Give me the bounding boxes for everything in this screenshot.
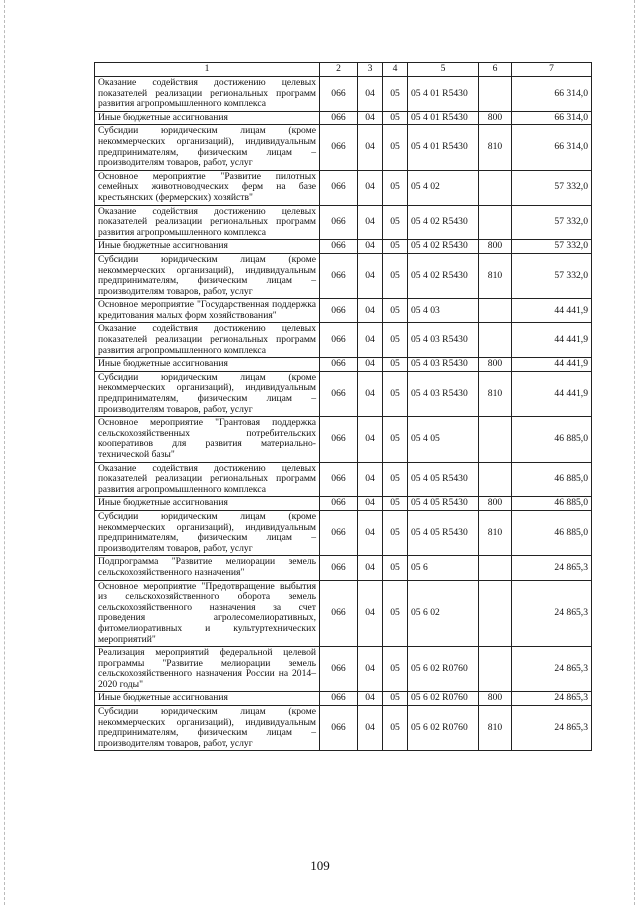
cell-pr: 05 [383, 462, 408, 497]
cell-sum: 57 332,0 [512, 240, 592, 254]
cell-pr: 05 [383, 497, 408, 511]
cell-gr: 066 [320, 323, 358, 358]
cell-csr: 05 4 01 R5430 [408, 77, 479, 112]
cell-vr: 800 [479, 692, 512, 706]
table-row [95, 77, 592, 112]
header-row [95, 63, 592, 77]
cell-vr: 810 [479, 706, 512, 751]
cell-name: Субсидии юридическим лицам (кроме некоммерческих организаций), индивидуальным предпринимателям, физическим лицам – производителям товаров, работ, услуг [95, 253, 320, 298]
cell-gr: 066 [320, 371, 358, 416]
cell-sum: 46 885,0 [512, 462, 592, 497]
table-row [95, 111, 592, 125]
cell-rz: 04 [358, 323, 383, 358]
cell-vr: 800 [479, 358, 512, 372]
cell-csr: 05 4 03 [408, 299, 479, 323]
cell-gr: 066 [320, 417, 358, 462]
cell-gr: 066 [320, 240, 358, 254]
cell-pr: 05 [383, 510, 408, 555]
table-row [95, 510, 592, 555]
cell-rz: 04 [358, 580, 383, 647]
cell-pr: 05 [383, 240, 408, 254]
cell-rz: 04 [358, 371, 383, 416]
cell-vr [479, 205, 512, 240]
cell-pr: 05 [383, 580, 408, 647]
cell-rz: 04 [358, 111, 383, 125]
cell-gr: 066 [320, 556, 358, 580]
cell-sum: 57 332,0 [512, 170, 592, 205]
cell-name: Реализация мероприятий федеральной целевой программы "Развитие мелиорации земель сельскохозяйственного назначения России на 2014–2020 годы" [95, 647, 320, 692]
table-row [95, 580, 592, 647]
cell-name: Подпрограмма "Развитие мелиорации земель сельскохозяйственного назначения" [95, 556, 320, 580]
cell-pr: 05 [383, 170, 408, 205]
cell-csr: 05 4 01 R5430 [408, 111, 479, 125]
cell-gr: 066 [320, 462, 358, 497]
cell-gr: 066 [320, 299, 358, 323]
cell-rz: 04 [358, 417, 383, 462]
cell-name: Субсидии юридическим лицам (кроме некоммерческих организаций), индивидуальным предпринимателям, физическим лицам – производителям товаров, работ, услуг [95, 371, 320, 416]
cell-name: Основное мероприятие "Развитие пилотных семейных животноводческих ферм на базе крестьянских (фермерских) хозяйств" [95, 170, 320, 205]
cell-name: Иные бюджетные ассигнования [95, 111, 320, 125]
cell-rz: 04 [358, 240, 383, 254]
table-row [95, 692, 592, 706]
cell-sum: 57 332,0 [512, 253, 592, 298]
table-row [95, 253, 592, 298]
page-number: 109 [310, 858, 330, 873]
cell-vr [479, 77, 512, 112]
cell-rz: 04 [358, 556, 383, 580]
cell-name: Оказание содействия достижению целевых показателей реализации региональных программ развития агропромышленного комплекса [95, 77, 320, 112]
cell-sum: 24 865,3 [512, 706, 592, 751]
header-col-5: 5 [408, 63, 479, 77]
cell-vr [479, 647, 512, 692]
cell-gr: 066 [320, 358, 358, 372]
cell-gr: 066 [320, 77, 358, 112]
cell-vr [479, 170, 512, 205]
table-row [95, 125, 592, 170]
cell-vr [479, 299, 512, 323]
cell-vr: 800 [479, 111, 512, 125]
cell-pr: 05 [383, 556, 408, 580]
cell-pr: 05 [383, 371, 408, 416]
cell-gr: 066 [320, 111, 358, 125]
cell-vr: 810 [479, 125, 512, 170]
cell-csr: 05 4 02 R5430 [408, 240, 479, 254]
cell-vr [479, 462, 512, 497]
cell-csr: 05 6 02 R0760 [408, 692, 479, 706]
cell-gr: 066 [320, 692, 358, 706]
table-row [95, 556, 592, 580]
cell-rz: 04 [358, 358, 383, 372]
cell-name: Субсидии юридическим лицам (кроме некоммерческих организаций), индивидуальным предпринимателям, физическим лицам – производителям товаров, работ, услуг [95, 125, 320, 170]
cell-name: Иные бюджетные ассигнования [95, 358, 320, 372]
cell-rz: 04 [358, 299, 383, 323]
cell-sum: 46 885,0 [512, 417, 592, 462]
cell-sum: 24 865,3 [512, 692, 592, 706]
cell-csr: 05 6 02 R0760 [408, 647, 479, 692]
cell-sum: 57 332,0 [512, 205, 592, 240]
cell-gr: 066 [320, 205, 358, 240]
table-row [95, 497, 592, 511]
cell-csr: 05 4 02 R5430 [408, 253, 479, 298]
cell-sum: 24 865,3 [512, 556, 592, 580]
cell-name: Оказание содействия достижению целевых показателей реализации региональных программ развития агропромышленного комплекса [95, 323, 320, 358]
cell-pr: 05 [383, 205, 408, 240]
cell-pr: 05 [383, 358, 408, 372]
cell-gr: 066 [320, 170, 358, 205]
cell-rz: 04 [358, 497, 383, 511]
cell-pr: 05 [383, 692, 408, 706]
header-col-7: 7 [512, 63, 592, 77]
cell-csr: 05 6 02 [408, 580, 479, 647]
cell-name: Иные бюджетные ассигнования [95, 240, 320, 254]
cell-name: Оказание содействия достижению целевых показателей реализации региональных программ развития агропромышленного комплекса [95, 205, 320, 240]
cell-csr: 05 4 05 R5430 [408, 462, 479, 497]
cell-csr: 05 4 02 R5430 [408, 205, 479, 240]
cell-pr: 05 [383, 125, 408, 170]
cell-rz: 04 [358, 510, 383, 555]
cell-sum: 44 441,9 [512, 358, 592, 372]
cell-name: Субсидии юридическим лицам (кроме некоммерческих организаций), индивидуальным предпринимателям, физическим лицам – производителям товаров, работ, услуг [95, 510, 320, 555]
header-col-3: 3 [358, 63, 383, 77]
cell-gr: 066 [320, 580, 358, 647]
cell-vr: 800 [479, 240, 512, 254]
header-col-2: 2 [320, 63, 358, 77]
cell-sum: 24 865,3 [512, 580, 592, 647]
cell-gr: 066 [320, 253, 358, 298]
cell-csr: 05 6 02 R0760 [408, 706, 479, 751]
table-row [95, 462, 592, 497]
cell-rz: 04 [358, 706, 383, 751]
cell-rz: 04 [358, 77, 383, 112]
cell-rz: 04 [358, 692, 383, 706]
cell-name: Основное мероприятие "Государственная поддержка кредитования малых форм хозяйствования" [95, 299, 320, 323]
cell-pr: 05 [383, 417, 408, 462]
cell-vr: 800 [479, 497, 512, 511]
cell-pr: 05 [383, 323, 408, 358]
cell-sum: 24 865,3 [512, 647, 592, 692]
cell-name: Основное мероприятие "Предотвращение выбытия из сельскохозяйственного оборота земель сельскохозяйственного назначения за счет проведения агролесомелиоративных, фитомелиоративных и культуртехнических мероприятий" [95, 580, 320, 647]
cell-rz: 04 [358, 253, 383, 298]
cell-gr: 066 [320, 125, 358, 170]
cell-pr: 05 [383, 253, 408, 298]
cell-sum: 46 885,0 [512, 510, 592, 555]
cell-csr: 05 4 03 R5430 [408, 371, 479, 416]
page-edge-right [634, 0, 636, 905]
table-row [95, 170, 592, 205]
cell-name: Оказание содействия достижению целевых показателей реализации региональных программ развития агропромышленного комплекса [95, 462, 320, 497]
header-col-6: 6 [479, 63, 512, 77]
cell-sum: 44 441,9 [512, 371, 592, 416]
table-row [95, 323, 592, 358]
cell-pr: 05 [383, 111, 408, 125]
cell-name: Основное мероприятие "Грантовая поддержка сельскохозяйственных потребительских кооперативов для развития материально-технической базы" [95, 417, 320, 462]
cell-gr: 066 [320, 497, 358, 511]
cell-csr: 05 4 05 [408, 417, 479, 462]
cell-pr: 05 [383, 706, 408, 751]
cell-rz: 04 [358, 125, 383, 170]
table-row [95, 240, 592, 254]
cell-csr: 05 4 03 R5430 [408, 323, 479, 358]
cell-gr: 066 [320, 510, 358, 555]
cell-vr [479, 323, 512, 358]
budget-table [94, 62, 592, 751]
cell-sum: 66 314,0 [512, 77, 592, 112]
cell-pr: 05 [383, 647, 408, 692]
header-col-1: 1 [95, 63, 320, 77]
table-row [95, 358, 592, 372]
cell-vr: 810 [479, 371, 512, 416]
table-row [95, 706, 592, 751]
cell-rz: 04 [358, 170, 383, 205]
cell-sum: 46 885,0 [512, 497, 592, 511]
cell-name: Иные бюджетные ассигнования [95, 497, 320, 511]
cell-sum: 66 314,0 [512, 111, 592, 125]
table-row [95, 205, 592, 240]
cell-sum: 66 314,0 [512, 125, 592, 170]
cell-csr: 05 4 05 R5430 [408, 497, 479, 511]
cell-vr [479, 580, 512, 647]
cell-rz: 04 [358, 462, 383, 497]
cell-csr: 05 6 [408, 556, 479, 580]
cell-name: Иные бюджетные ассигнования [95, 692, 320, 706]
cell-csr: 05 4 02 [408, 170, 479, 205]
cell-vr [479, 556, 512, 580]
cell-gr: 066 [320, 647, 358, 692]
cell-vr: 810 [479, 510, 512, 555]
cell-sum: 44 441,9 [512, 323, 592, 358]
cell-rz: 04 [358, 647, 383, 692]
table-row [95, 647, 592, 692]
cell-gr: 066 [320, 706, 358, 751]
page-edge-left [4, 0, 6, 905]
cell-name: Субсидии юридическим лицам (кроме некоммерческих организаций), индивидуальным предпринимателям, физическим лицам – производителям товаров, работ, услуг [95, 706, 320, 751]
table-row [95, 371, 592, 416]
cell-csr: 05 4 05 R5430 [408, 510, 479, 555]
cell-pr: 05 [383, 299, 408, 323]
cell-rz: 04 [358, 205, 383, 240]
cell-pr: 05 [383, 77, 408, 112]
table-row [95, 417, 592, 462]
cell-sum: 44 441,9 [512, 299, 592, 323]
header-col-4: 4 [383, 63, 408, 77]
cell-csr: 05 4 03 R5430 [408, 358, 479, 372]
cell-vr [479, 417, 512, 462]
table-row [95, 299, 592, 323]
cell-csr: 05 4 01 R5430 [408, 125, 479, 170]
cell-vr: 810 [479, 253, 512, 298]
